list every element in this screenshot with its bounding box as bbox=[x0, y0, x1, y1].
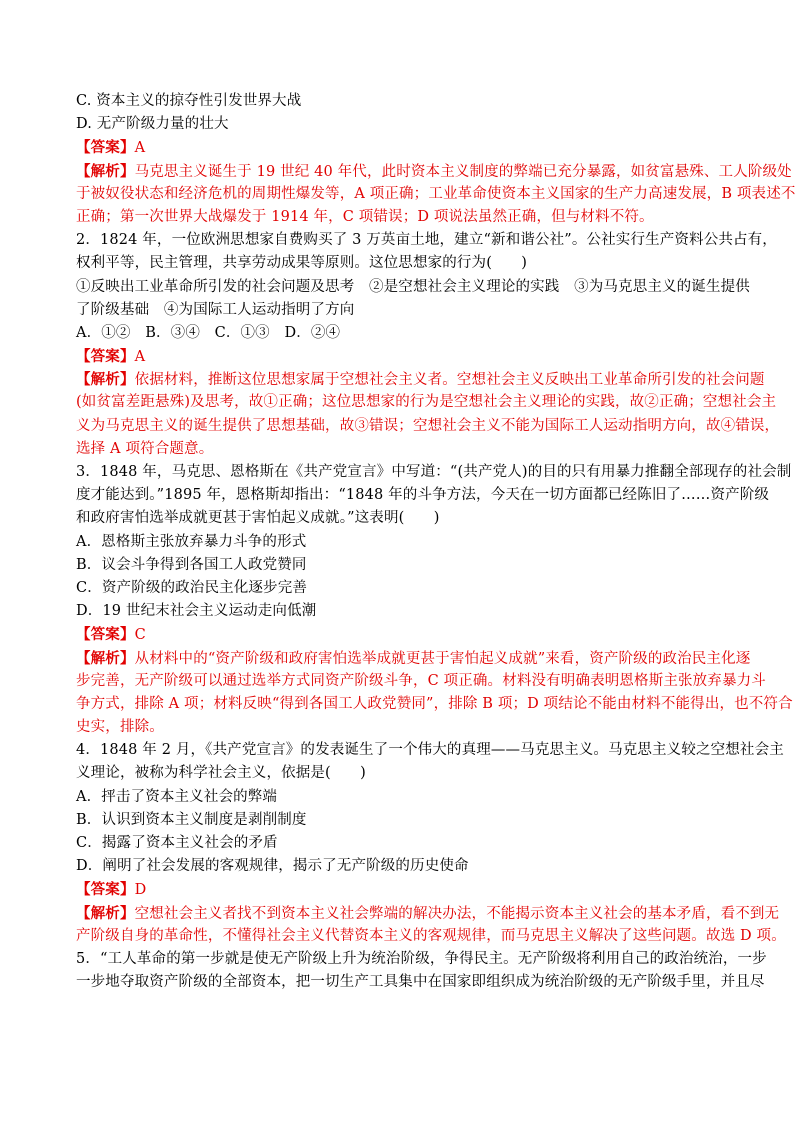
analysis-text: 空想社会主义者找不到资本主义社会弊端的解决办法，不能揭示资本主义社会的基本矛盾，看不到无 bbox=[134, 905, 780, 922]
option-b: B．认识到资本主义制度是剥削制度 bbox=[76, 811, 307, 828]
analysis-line bbox=[76, 902, 780, 925]
question-statements: 了阶级基础 ④为国际工人运动指明了方向 bbox=[76, 301, 355, 318]
answer-label: 【答案】 bbox=[76, 348, 135, 366]
question-options: A．①② B．③④ C．①③ D．②④ bbox=[76, 324, 341, 341]
analysis-line: 选择 A 项符合题意。 bbox=[76, 440, 214, 457]
answer-value: C bbox=[134, 627, 146, 644]
analysis-label: 【解析】 bbox=[76, 649, 135, 667]
analysis-line: (如贫富差距悬殊)及思考，故①正确；这位思想家的行为是空想社会主义理论的实践，故②正确；空想社会主 bbox=[76, 394, 777, 411]
analysis-text: 马克思主义诞生于 19 世纪 40 年代，此时资本主义制度的弊端已充分暴露，如贫富悬殊、工人阶级处 bbox=[134, 163, 792, 180]
analysis-line bbox=[76, 368, 765, 391]
option-c: C．揭露了资本主义社会的矛盾 bbox=[76, 835, 278, 851]
analysis-line: 义为马克思主义的诞生提供了思想基础，故③错误；空想社会主义不能为国际工人运动指明方向，故④错误， bbox=[76, 417, 780, 434]
analysis-line: 步完善，无产阶级可以通过选举方式同资产阶级斗争，C 项正确。材料没有明确表明恩格斯主张放弃暴力斗 bbox=[76, 672, 766, 689]
option-d: D. 无产阶级力量的壮大 bbox=[76, 116, 229, 133]
analysis-line bbox=[76, 647, 751, 670]
question-stem: 4．1848 年 2 月，《共产党宣言》的发表诞生了一个伟大的真理——马克思主义。马克思主义较之空想社会主 bbox=[76, 742, 784, 759]
option-a: A．抨击了资本主义社会的弊端 bbox=[76, 788, 278, 805]
document-page bbox=[76, 90, 796, 994]
answer-label: 【答案】 bbox=[76, 139, 135, 157]
analysis-text: 依据材料，推断这位思想家属于空想社会主义者。空想社会主义反映出工业革命所引发的社会问题 bbox=[134, 372, 765, 389]
question-stem: 3．1848 年，马克思、恩格斯在《共产党宣言》中写道：“(共产党人)的目的只有用暴力推翻全部现存的社会制 bbox=[76, 464, 792, 480]
analysis-label: 【解析】 bbox=[76, 162, 135, 180]
option-d: D．19 世纪末社会主义运动走向低潮 bbox=[76, 603, 317, 620]
answer-label: 【答案】 bbox=[76, 626, 135, 644]
answer-line bbox=[76, 623, 732, 646]
analysis-line: 争方式，排除 A 项；材料反映“得到各国工人政党赞同”，排除 B 项；D 项结论不能由材料不能得出，也不符合 bbox=[76, 695, 793, 712]
question-stem: 一步地夺取资产阶级的全部资本，把一切生产工具集中在国家即组织成为统治阶级的无产阶级手里，并且尽 bbox=[76, 974, 765, 991]
analysis-line bbox=[76, 160, 792, 183]
answer-line bbox=[76, 136, 732, 159]
answer-value: D bbox=[134, 882, 147, 899]
question-stem: 义理论，被称为科学社会主义，依据是( ) bbox=[76, 765, 366, 782]
analysis-line: 产阶级自身的革命性，不懂得社会主义代替资本主义的客观规律，而马克思主义解决了这些问题。故选 D 项。 bbox=[76, 927, 786, 944]
answer-line bbox=[76, 878, 732, 901]
option-c: C. 资本主义的掠夺性引发世界大战 bbox=[76, 93, 302, 109]
question-stem: 5．“工人革命的第一步就是使无产阶级上升为统治阶级，争得民主。无产阶级将利用自己的政治统治，一步 bbox=[76, 950, 767, 967]
answer-value: A bbox=[134, 140, 146, 157]
analysis-line: 史实，排除。 bbox=[76, 719, 164, 736]
question-statements: ①反映出工业革命所引发的社会问题及思考 ②是空想社会主义理论的实践 ③为马克思主义的诞生提供 bbox=[76, 278, 750, 295]
option-c: C．资产阶级的政治民主化逐步完善 bbox=[76, 579, 307, 596]
option-b: B．议会斗争得到各国工人政党赞同 bbox=[76, 556, 307, 573]
answer-value: A bbox=[134, 349, 146, 366]
analysis-label: 【解析】 bbox=[76, 904, 135, 922]
analysis-label: 【解析】 bbox=[76, 371, 135, 389]
answer-line bbox=[76, 345, 732, 368]
question-stem: 权利平等，民主管理，共享劳动成果等原则。这位思想家的行为( ) bbox=[76, 255, 528, 272]
analysis-text: 从材料中的“资产阶级和政府害怕选举成就更甚于害怕起义成就”来看，资产阶级的政治民主化逐 bbox=[134, 650, 751, 667]
option-d: D．阐明了社会发展的客观规律，揭示了无产阶级的历史使命 bbox=[76, 858, 469, 875]
answer-label: 【答案】 bbox=[76, 881, 135, 899]
analysis-line: 正确；第一次世界大战爆发于 1914 年，C 项错误；D 项说法虽然正确，但与材料不符。 bbox=[76, 208, 654, 225]
option-a: A．恩格斯主张放弃暴力斗争的形式 bbox=[76, 533, 307, 550]
question-stem: 和政府害怕选举成就更甚于害怕起义成就。”这表明( ) bbox=[76, 510, 440, 527]
question-stem: 2．1824 年，一位欧洲思想家自费购买了 3 万英亩土地，建立“新和谐公社”。公社实行生产资料公共占有， bbox=[76, 232, 777, 249]
analysis-line: 于被奴役状态和经济危机的周期性爆发等，A 项正确；工业革命使资本主义国家的生产力高速发展，B 项表述不 bbox=[76, 185, 796, 202]
question-stem: 度才能达到。”1895 年，恩格斯却指出：“1848 年的斗争方法，今天在一切方面都已经陈旧了……资产阶级 bbox=[76, 487, 770, 504]
